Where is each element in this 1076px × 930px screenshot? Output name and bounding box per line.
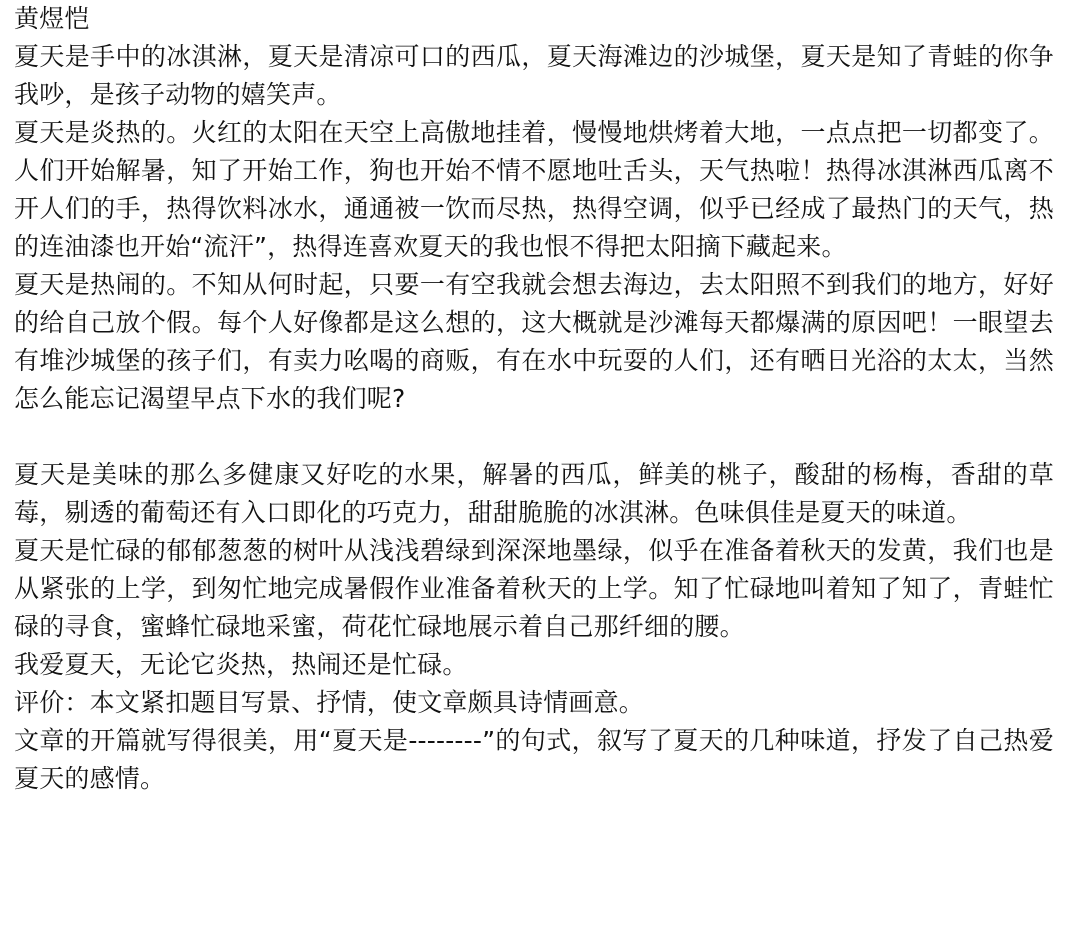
comment-evaluation: 评价：本文紧扣题目写景、抒情，使文章颇具诗情画意。	[14, 688, 645, 717]
paragraph-conclusion: 我爱夏天，无论它炎热，热闹还是忙碌。	[14, 650, 468, 679]
paragraph-busy: 夏天是忙碌的郁郁葱葱的树叶从浅浅碧绿到深深地墨绿，似乎在准备着秋天的发黄，我们也是从紧张的上学，到匆忙地完成暑假作业准备着秋天的上学。知了忙碌地叫着知了知了，青蛙忙碌的寻食，蜜蜂忙碌地采蜜，荷花忙碌地展示着自己那纤细的腰。	[14, 536, 1054, 641]
blank-line	[14, 418, 1054, 456]
paragraph-intro: 夏天是手中的冰淇淋，夏天是清凉可口的西瓜，夏天海滩边的沙城堡，夏天是知了青蛙的你争我吵，是孩子动物的嬉笑声。	[14, 42, 1054, 109]
paragraph-hot: 夏天是炎热的。火红的太阳在天空上高傲地挂着，慢慢地烘烤着大地，一点点把一切都变了。人们开始解暑，知了开始工作，狗也开始不情不愿地吐舌头，天气热啦！热得冰淇淋西瓜离不开人们的手，热得饮料冰水，通通被一饮而尽热，热得空调，似乎已经成了最热门的天气，热的连油漆也开始“流汗”，热得连喜欢夏天的我也恨不得把太阳摘下藏起来。	[14, 118, 1054, 261]
paragraph-lively: 夏天是热闹的。不知从何时起，只要一有空我就会想去海边，去太阳照不到我们的地方，好好的给自己放个假。每个人好像都是这么想的，这大概就是沙滩每天都爆满的原因吧！一眼望去有堆沙城堡的孩子们，有卖力吆喝的商贩，有在水中玩耍的人们，还有晒日光浴的太太，当然怎么能忘记渴望早点下水的我们呢?	[14, 270, 1054, 413]
paragraph-tasty: 夏天是美味的那么多健康又好吃的水果，解暑的西瓜，鲜美的桃子，酸甜的杨梅，香甜的草莓，剔透的葡萄还有入口即化的巧克力，甜甜脆脆的冰淇淋。色味俱佳是夏天的味道。	[14, 460, 1054, 527]
comment-opening: 文章的开篇就写得很美，用“夏天是--------”的句式，叙写了夏天的几种味道，抒发了自己热爱夏天的感情。	[14, 726, 1054, 793]
author-name: 黄煜恺	[14, 4, 90, 33]
